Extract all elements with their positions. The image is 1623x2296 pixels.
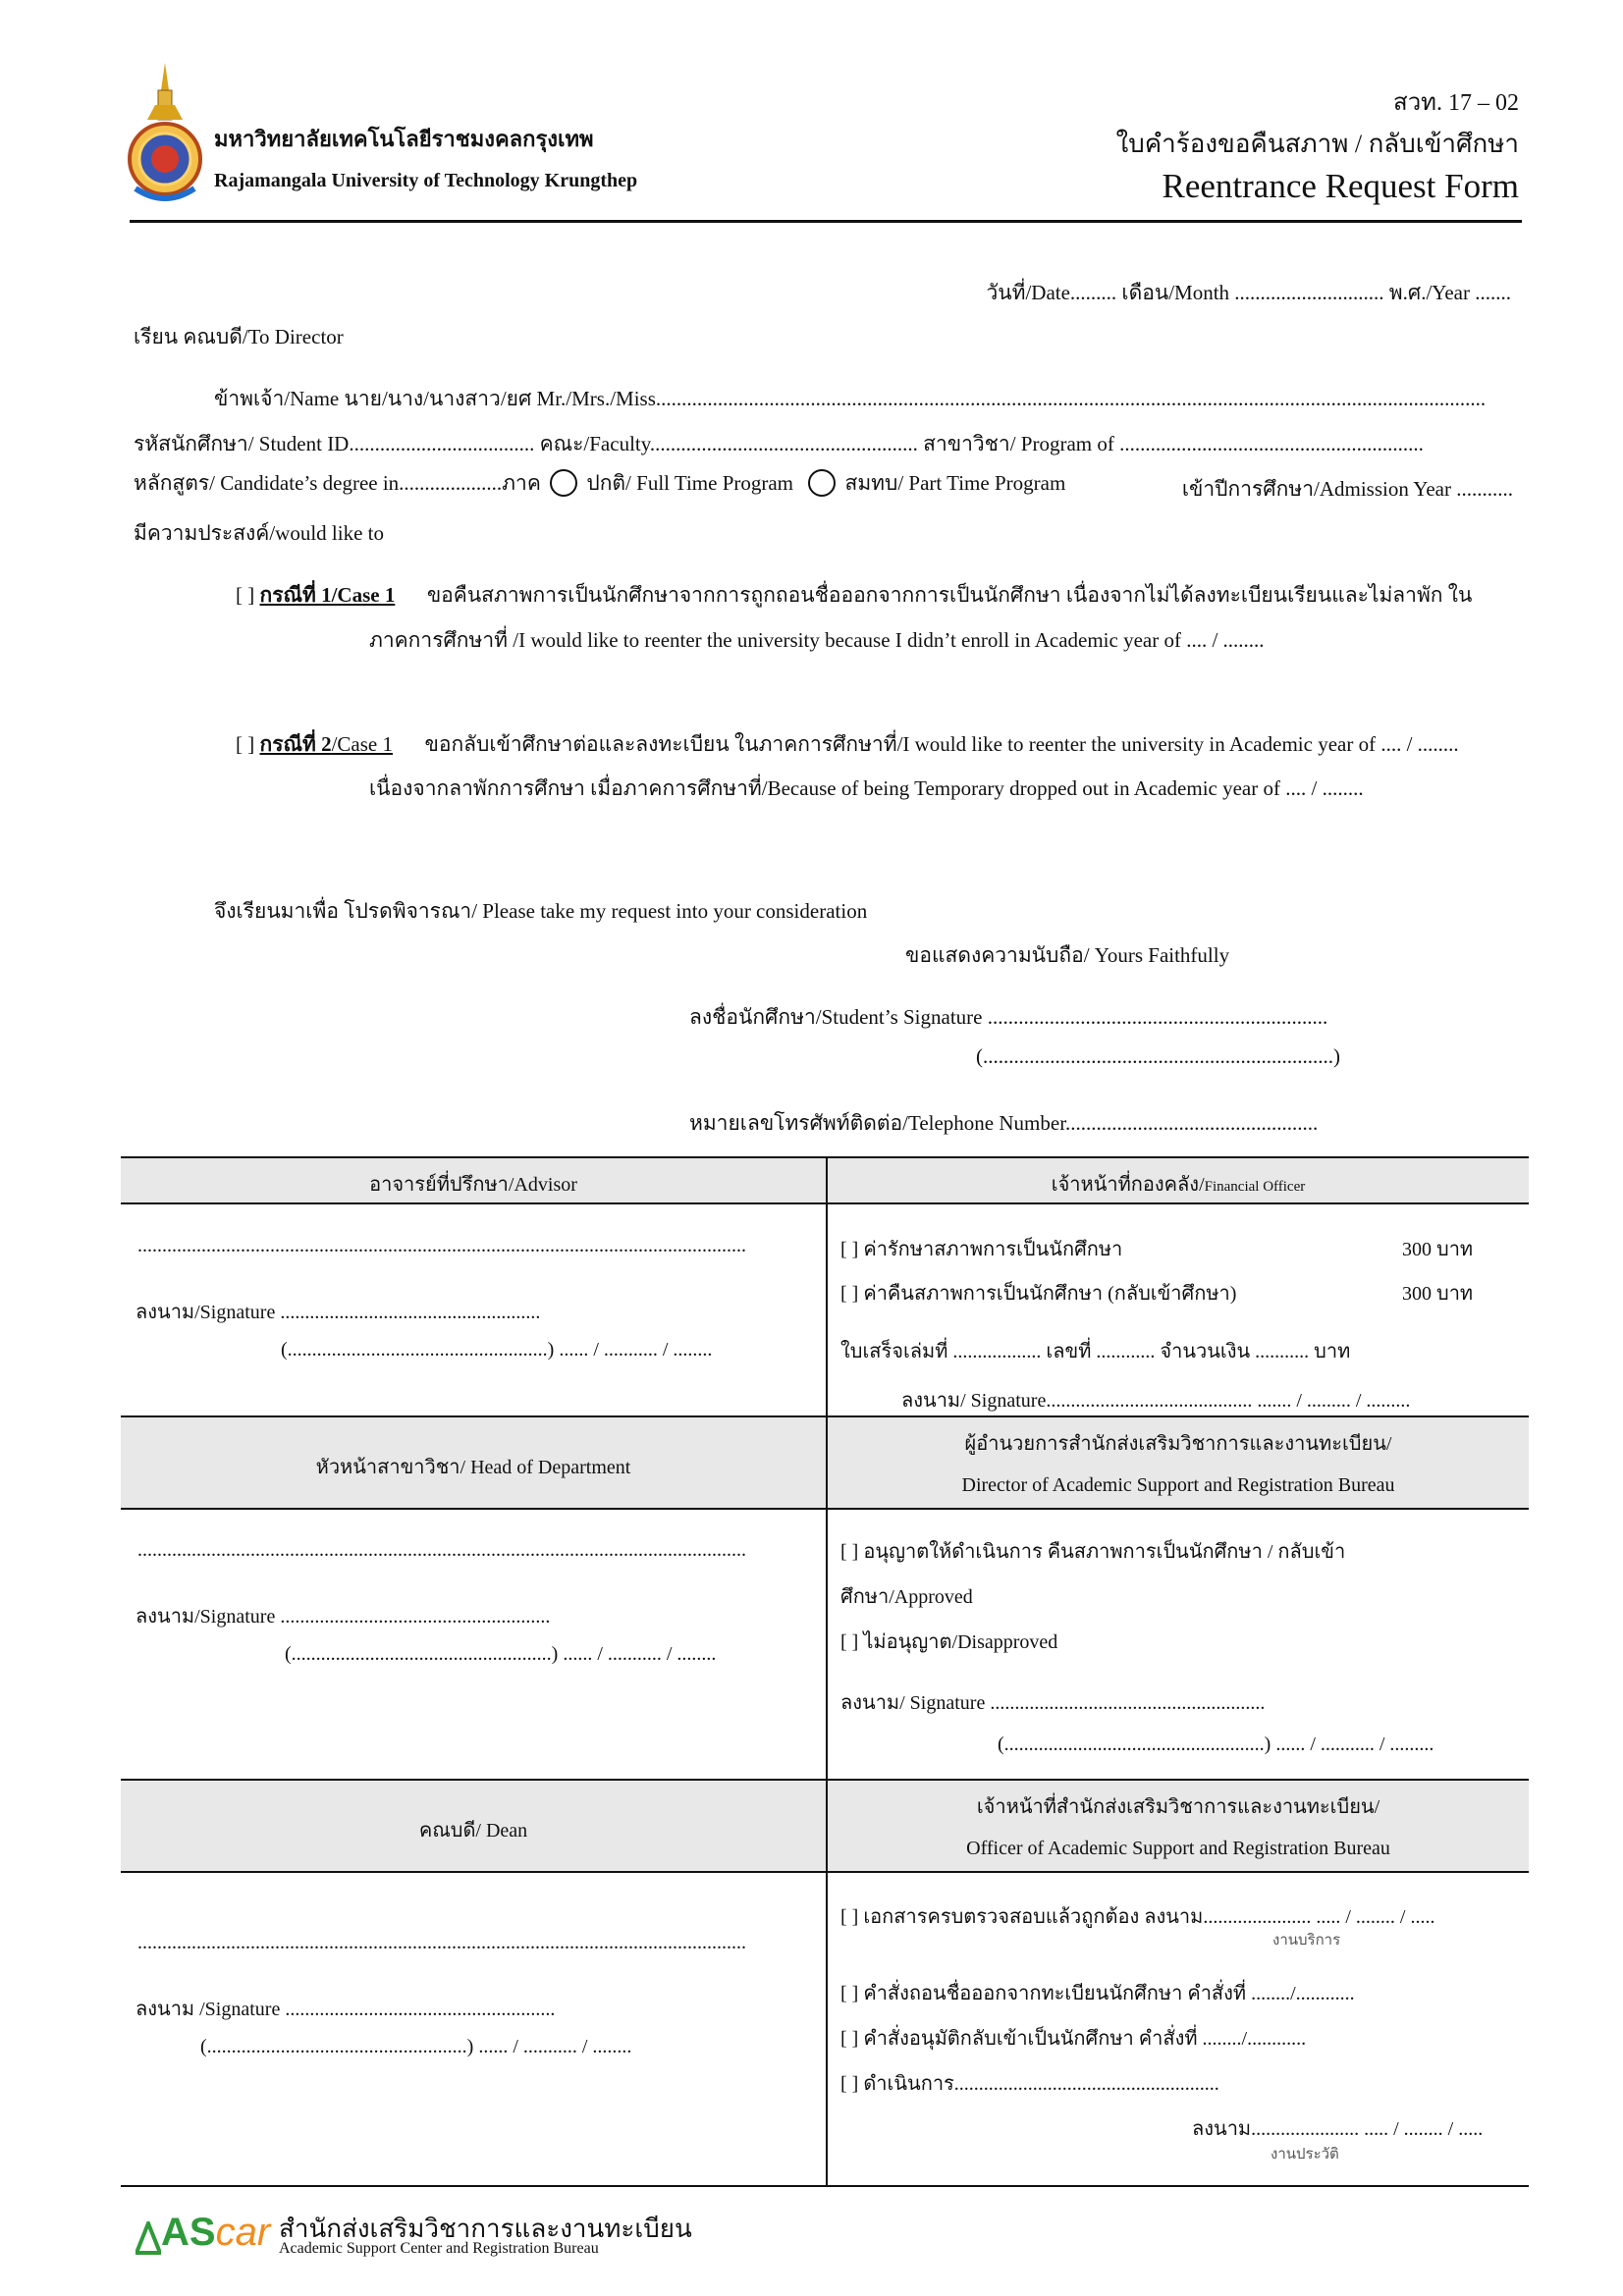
ascar-logo-car: car [215, 2211, 271, 2254]
advisor-header: อาจารย์ที่ปรึกษา/Advisor [369, 1174, 577, 1196]
table-divider [826, 1156, 828, 2187]
officer-signature-dept: งานประวัติ [1271, 2147, 1339, 2163]
director-name-date: (.....................................................) ...... / ........... / ......... [998, 1734, 1434, 1755]
consideration-line: จึงเรียนมาเพื่อ โปรดพิจารณา/ Please take my request into your consideration [214, 899, 868, 923]
officer-signature: ลงนาม...................... ..... / ........ / ..... [1192, 2118, 1484, 2140]
university-name-thai: มหาวิทยาลัยเทคโนโลยีราชมงคลกรุงเทพ [214, 127, 594, 151]
officer-header-en: Officer of Academic Support and Registration Bureau [966, 1838, 1390, 1859]
fee-maintain-status: [ ] ค่ารักษาสภาพการเป็นนักศึกษา [840, 1239, 1123, 1260]
withdraw-order: [ ] คำสั่งถอนชื่อออกจากทะเบียนนักศึกษา คำสั่งที่ ......../............ [840, 1983, 1355, 2004]
case2-checkbox[interactable]: [ ] [236, 732, 255, 756]
dean-comment-line: ............................................................................................................................ [137, 1932, 746, 1953]
fee-maintain-amount: 300 บาท [1402, 1239, 1474, 1260]
financial-signature: ลงนาม/ Signature.......................................... ....... / ......... / ......... [901, 1390, 1411, 1412]
telephone-line: หมายเลขโทรศัพท์ติดต่อ/Telephone Number................................................. [689, 1111, 1319, 1135]
case1-text: ขอคืนสภาพการเป็นนักศึกษาจากการถูกถอนชื่อออกจากการเป็นนักศึกษา เนื่องจากไม่ได้ลงทะเบียนเรียนและไม่ลาพัก ใน [426, 583, 1473, 607]
wish-line: มีความประสงค์/would like to [134, 521, 384, 545]
ascar-logo-mark [135, 2221, 161, 2255]
hod-signature: ลงนาม/Signature ....................................................... [135, 1606, 551, 1628]
office-name-thai: สำนักส่งเสริมวิชาการและงานทะเบียน [279, 2215, 692, 2243]
director-signature: ลงนาม/ Signature ........................................................ [840, 1692, 1266, 1714]
case2-line [236, 728, 1459, 761]
proceed-line: [ ] ดำเนินการ...................................................... [840, 2073, 1219, 2095]
director-disapprove-option: [ ] ไม่อนุญาต/Disapproved [840, 1631, 1058, 1653]
part-time-label: สมทบ/ Part Time Program [844, 471, 1066, 495]
table-rule [121, 1202, 1529, 1204]
ascar-logo [135, 2211, 270, 2260]
director-header-en: Director of Academic Support and Registration Bureau [961, 1474, 1395, 1496]
form-code: สวท. 17 – 02 [1393, 90, 1519, 116]
case1-checkbox[interactable]: [ ] [236, 583, 255, 607]
case2-label [260, 732, 393, 756]
head-of-department-header: หัวหน้าสาขาวิชา/ Head of Department [315, 1457, 631, 1478]
table-rule [121, 1508, 1529, 1510]
to-line: เรียน คณบดี/To Director [134, 325, 344, 348]
table-rule [121, 1779, 1529, 1781]
full-time-radio[interactable] [550, 469, 577, 497]
office-name-english: Academic Support Center and Registration Bureau [279, 2240, 599, 2257]
director-approve-option: [ ] อนุญาตให้ดำเนินการ คืนสภาพการเป็นนักศึกษา / กลับเข้า [840, 1541, 1346, 1563]
ascar-logo-s: AS [161, 2211, 216, 2254]
table-rule [121, 1415, 1529, 1417]
advisor-name-date: (.....................................................) ...... / ........... / ........ [281, 1339, 713, 1361]
yours-faithfully: ขอแสดงความนับถือ/ Yours Faithfully [905, 943, 1230, 967]
readmit-order: [ ] คำสั่งอนุมัติกลับเข้าเป็นนักศึกษา คำสั่งที่ ......../............ [840, 2028, 1307, 2050]
financial-officer-header [828, 1168, 1529, 1200]
table-rule [121, 1156, 1529, 1158]
documents-verified-dept: งานบริการ [1272, 1933, 1341, 1949]
dean-header: คณบดี/ Dean [418, 1820, 528, 1842]
case1-label: กรณีที่ 1/Case 1 [259, 583, 396, 607]
table-rule [121, 2185, 1529, 2187]
case2-label-en: /Case 1 [331, 732, 393, 756]
officer-header-th: เจ้าหน้าที่สำนักส่งเสริมวิชาการและงานทะเบียน/ [976, 1796, 1380, 1818]
financial-officer-header-en: Financial Officer [1204, 1179, 1306, 1195]
director-header-th: ผู้อำนวยการสำนักส่งเสริมวิชาการและงานทะเบียน/ [964, 1433, 1392, 1455]
financial-officer-header-th: เจ้าหน้าที่กองคลัง/ [1051, 1174, 1205, 1196]
form-title-english: Reentrance Request Form [1162, 167, 1519, 205]
dean-name-date: (.....................................................) ...... / ........... / ........ [200, 2036, 632, 2057]
advisor-comment-line: ............................................................................................................................ [137, 1235, 746, 1256]
name-line: ข้าพเจ้า/Name นาย/นาง/นางสาว/ยศ Mr./Mrs./Miss................................................................................................................................................................. [214, 387, 1487, 410]
case2-text: ขอกลับเข้าศึกษาต่อและลงทะเบียน ในภาคการศึกษาที่/I would like to reenter the university in Academic year of .... / ........ [424, 732, 1459, 756]
case2-label-th: กรณีที่ 2 [259, 732, 332, 756]
part-time-radio[interactable] [808, 469, 836, 497]
university-emblem [126, 61, 204, 208]
date-line: วันที่/Date......... เดือน/Month ............................. พ.ศ./Year ....... [986, 281, 1511, 304]
case1-line [236, 579, 1472, 612]
fee-reentrance: [ ] ค่าคืนสภาพการเป็นนักศึกษา (กลับเข้าศึกษา) [840, 1283, 1237, 1305]
student-signature-line: ลงชื่อนักศึกษา/Student’s Signature .................................................................. [689, 1005, 1328, 1029]
student-signature-name: (....................................................................) [976, 1044, 1340, 1068]
hod-comment-line: ............................................................................................................................ [137, 1539, 746, 1561]
case1-text-2: ภาคการศึกษาที่ /I would like to reenter the university because I didn’t enroll in Academic year of .... / ........ [369, 628, 1265, 652]
advisor-signature: ลงนาม/Signature ..................................................... [135, 1302, 541, 1323]
degree-label: หลักสูตร/ Candidate’s degree in....................ภาค [134, 471, 541, 495]
degree-line [134, 467, 1065, 501]
director-approve-option-2: ศึกษา/Approved [840, 1586, 973, 1608]
documents-verified: [ ] เอกสารครบตรวจสอบแล้วถูกต้อง ลงนาม...................... ..... / ........ / ..... [840, 1906, 1435, 1928]
receipt-line: ใบเสร็จเล่มที่ .................. เลขที่ ............ จำนวนเงิน ........... บาท [840, 1341, 1351, 1362]
fee-reentrance-amount: 300 บาท [1402, 1283, 1474, 1305]
full-time-label: ปกติ/ Full Time Program [586, 471, 794, 495]
header-rule [130, 220, 1522, 223]
form-title-thai: ใบคำร้องขอคืนสภาพ / กลับเข้าศึกษา [1115, 130, 1519, 158]
case2-text-2: เนื่องจากลาพักการศึกษา เมื่อภาคการศึกษาที่/Because of being Temporary dropped out in Academic year of .... / ........ [369, 776, 1364, 800]
dean-signature: ลงนาม /Signature ....................................................... [135, 1999, 556, 2020]
student-id-line: รหัสนักศึกษา/ Student ID.................................... คณะ/Faculty.................................................... สาขาวิชา/ Program of ........................................................... [134, 432, 1424, 455]
hod-name-date: (.....................................................) ...... / ........... / ........ [285, 1643, 717, 1665]
table-rule [121, 1871, 1529, 1873]
admission-year: เข้าปีการศึกษา/Admission Year ........... [1181, 477, 1513, 501]
university-name-english: Rajamangala University of Technology Krungthep [214, 170, 638, 191]
